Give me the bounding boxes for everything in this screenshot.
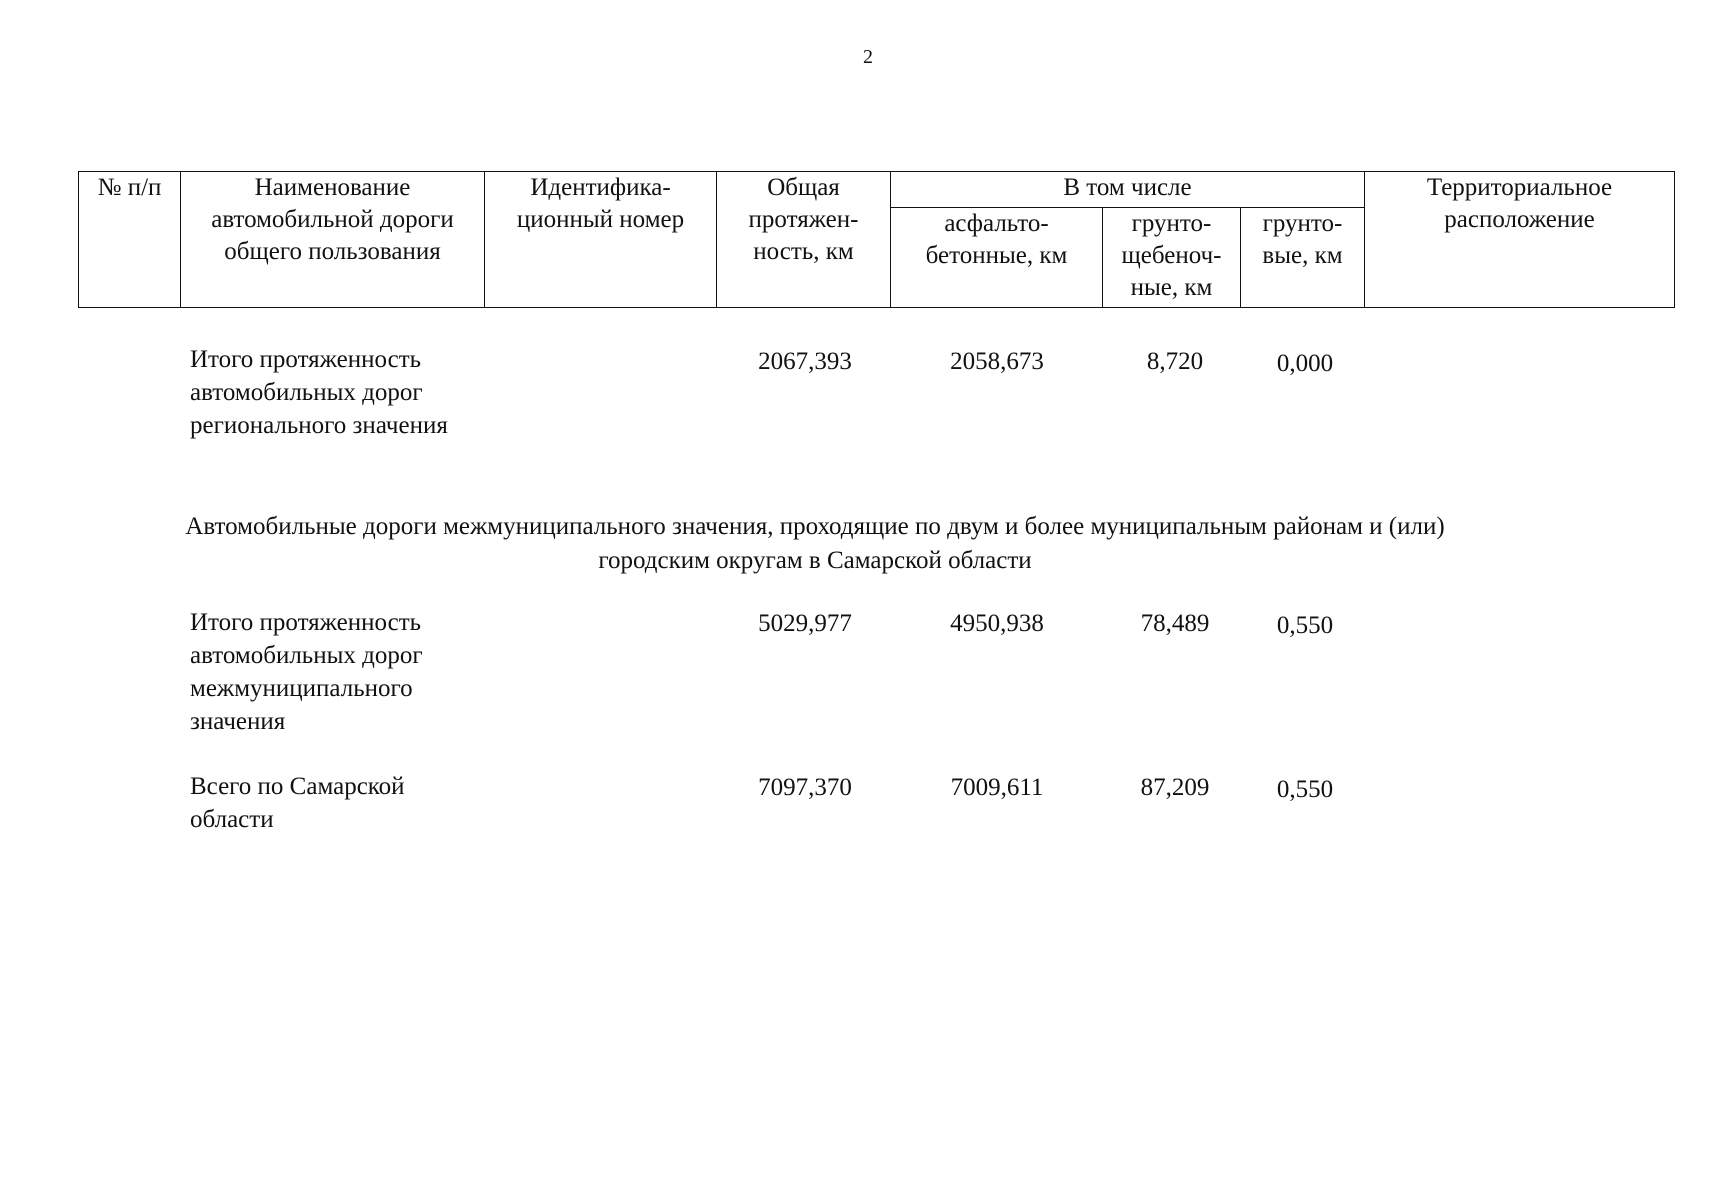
header-territory: Территориальное расположение: [1365, 172, 1675, 308]
intermunicipal-total-asphalt: 4950,938: [950, 610, 1044, 637]
header-num: № п/п: [79, 172, 181, 308]
header-total-length: Общая протяжен-ность, км: [717, 172, 891, 308]
regional-total-gravel: 8,720: [1146, 348, 1204, 375]
section-title: Автомобильные дороги межмуниципального значения, проходящие по двум и более муниципальным районам и (или) городским округам в Самарской области: [185, 513, 1445, 574]
regional-total-label: Итого протяженность автомобильных дорог регионального значения: [190, 346, 448, 439]
intermunicipal-total-dirt: 0,550: [1276, 612, 1334, 639]
intermunicipal-total-label: Итого протяженность автомобильных дорог межмуниципального значения: [190, 609, 423, 735]
grand-total-label: Всего по Самарской области: [190, 773, 405, 833]
intermunicipal-total-gravel: 78,489: [1140, 610, 1210, 637]
header-road-name: Наименование автомобильной дороги общего пользования: [181, 172, 485, 308]
regional-total-length: 2067,393: [758, 348, 852, 375]
header-asphalt: асфальто-бетонные, км: [891, 208, 1103, 308]
header-including: В том числе: [891, 172, 1365, 208]
header-id-number: Идентифика-ционный номер: [485, 172, 717, 308]
grand-total-gravel: 87,209: [1140, 774, 1210, 801]
page-number: 2: [863, 46, 873, 68]
grand-total-length: 7097,370: [758, 774, 852, 801]
grand-total-asphalt: 7009,611: [950, 774, 1044, 801]
header-dirt: грунто-вые, км: [1241, 208, 1365, 308]
header-table: [78, 171, 1675, 308]
intermunicipal-total-length: 5029,977: [758, 610, 852, 637]
regional-total-dirt: 0,000: [1276, 350, 1334, 377]
regional-total-asphalt: 2058,673: [950, 348, 1044, 375]
header-gravel: грунто-щебеноч-ные, км: [1103, 208, 1241, 308]
grand-total-dirt: 0,550: [1276, 776, 1334, 803]
